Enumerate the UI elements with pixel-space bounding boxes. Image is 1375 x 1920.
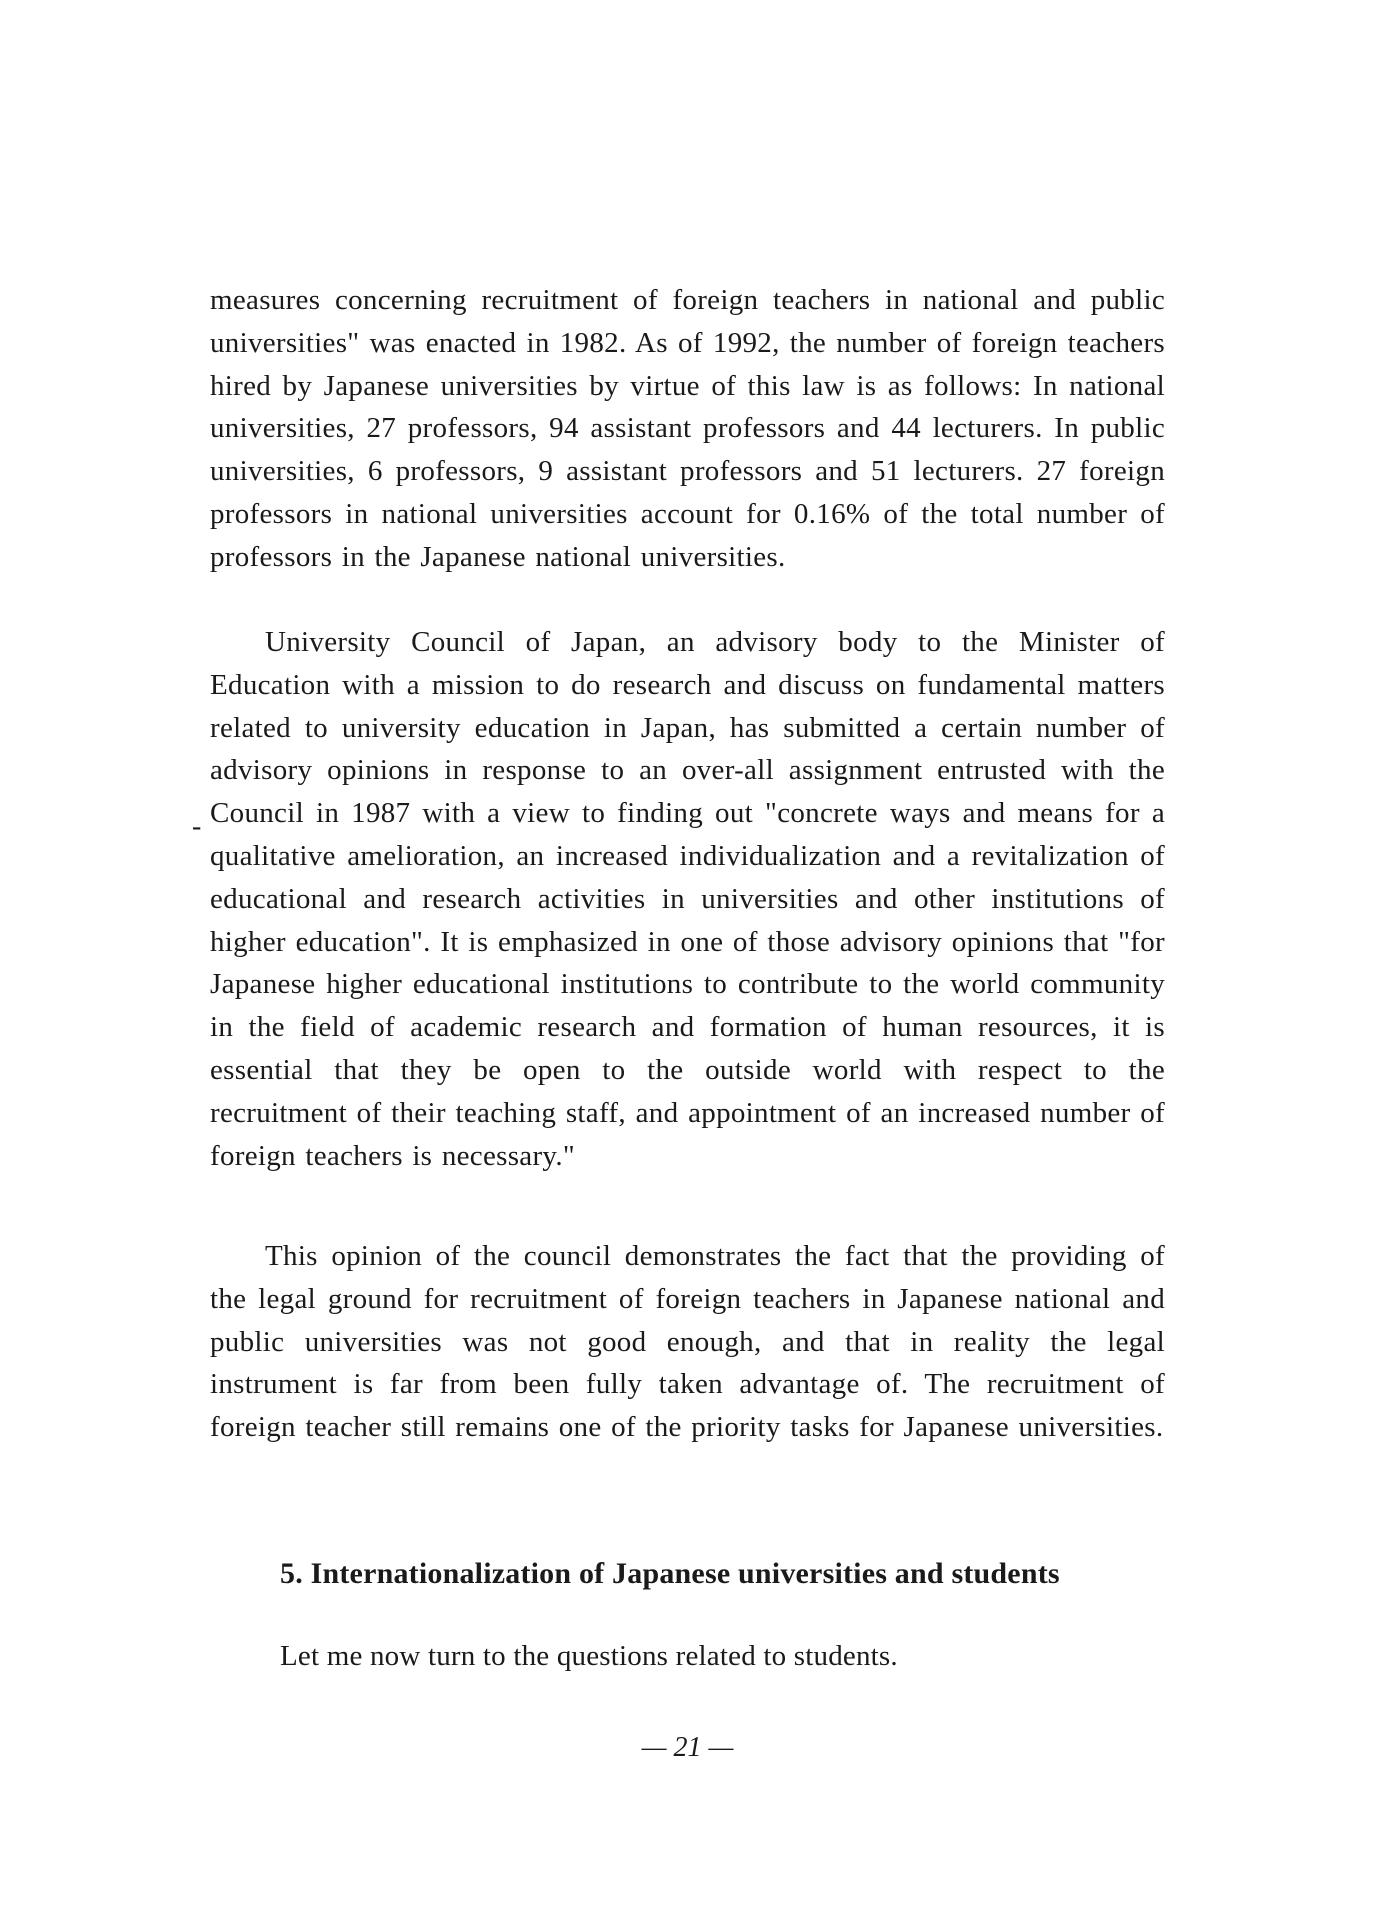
margin-mark: -	[192, 811, 202, 842]
section-heading: 5. Internationalization of Japanese universities and students	[280, 1557, 1060, 1590]
section-intro: Let me now turn to the questions related to students.	[280, 1640, 898, 1672]
paragraph-foreign-teachers-statistics: measures concerning recruitment of foreign teachers in national and public universities" was enacted in 1982. As of 1992, the number of foreign teachers hired by Japanese universities by virtue of this law is as follows: In national universities, 27 professors, 94 assistant professors and 44 lecturers. In public universities, 6 professors, 9 assistant professors and 51 lecturers. 27 foreign professors in national universities account for 0.16% of the total number of professors in the Japanese national universities.	[210, 284, 1165, 573]
page-number: — 21 —	[641, 1732, 734, 1763]
paragraph-council-opinion: This opinion of the council demonstrates the fact that the providing of the legal ground for recruitment of foreign teachers in Japanese national and public universities was not good enough, and that in reality the legal instrument is far from been fully taken advantage of. The recruitment of foreign teacher still remains one of the priority tasks for Japanese universities.	[210, 1240, 1165, 1444]
paragraph-university-council: University Council of Japan, an advisory body to the Minister of Education with a mission to do research and discuss on fundamental matters related to university education in Japan, has submitted a certain number of advisory opinions in response to an over-all assignment entrusted with the Council in 1987 with a view to finding out "concrete ways and means for a qualitative amelioration, an increased individualization and a revitalization of educational and research activities in universities and other institutions of higher education". It is emphasized in one of those advisory opinions that "for Japanese higher educational institutions to contribute to the world community in the field of academic research and formation of human resources, it is essential that they be open to the outside world with respect to the recruitment of their teaching staff, and appointment of an increased number of foreign teachers is necessary."	[210, 626, 1165, 1172]
